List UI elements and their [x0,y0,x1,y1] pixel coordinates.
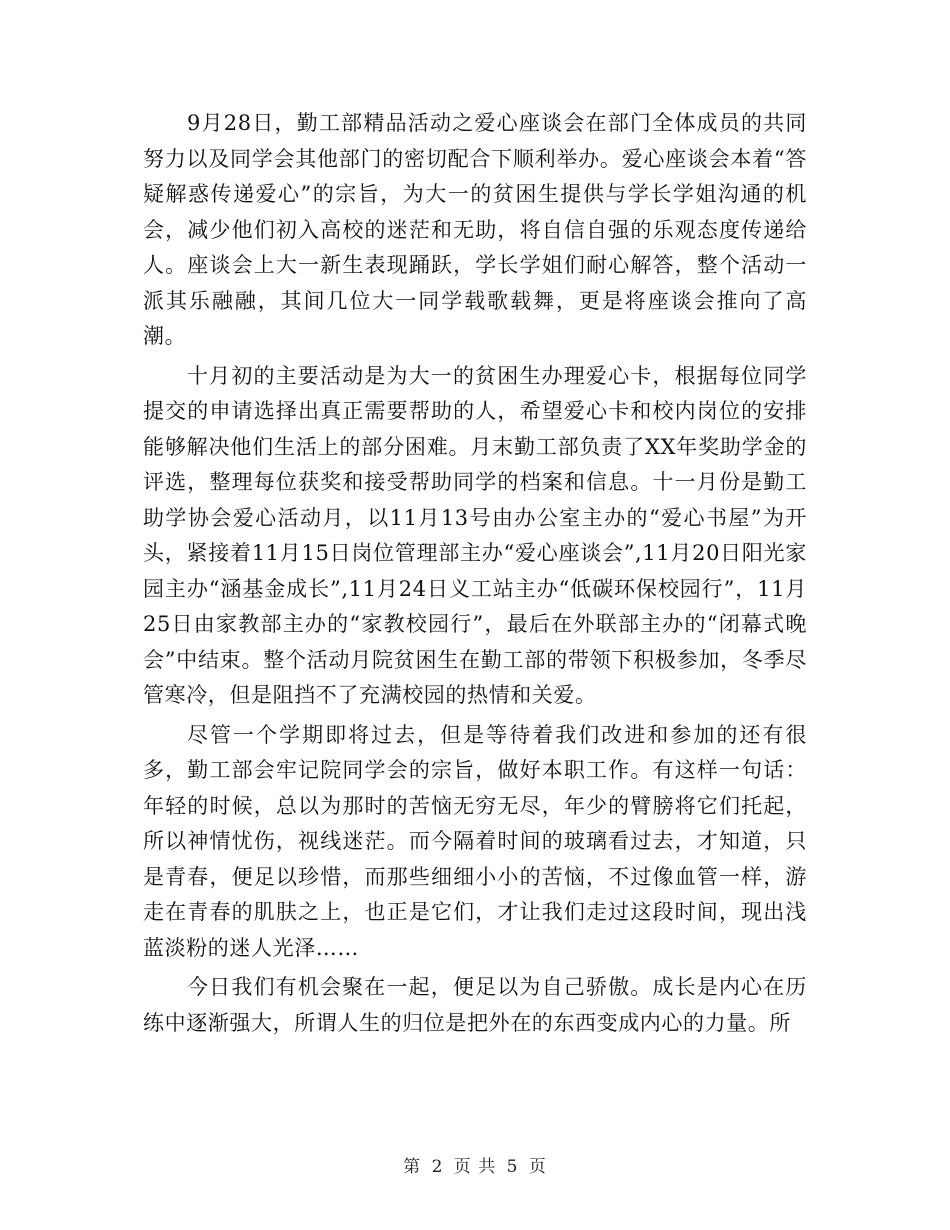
footer-suffix: 页 [528,1157,547,1177]
footer-total-pages: 5 [506,1157,519,1177]
paragraph-1: 9月28日，勤工部精品活动之爱心座谈会在部门全体成员的共同努力以及同学会其他部门的密切配合下顺利举办。爱心座谈会本着“答疑解惑传递爱心”的宗旨，为大一的贫困生提供与学长学姐沟通的机会，减少他们初入高校的迷茫和无助，将自信自强的乐观态度传递给人。座谈会上大一新生表现踊跃，学长学姐们耐心解答，整个活动一派其乐融融，其间几位大一同学载歌载舞，更是将座谈会推向了高潮。 [143,111,807,348]
paragraph-4: 今日我们有机会聚在一起，便足以为自己骄傲。成长是内心在历练中逐渐强大，所谓人生的归位是把外在的东西变成内心的力量。所 [143,975,807,1035]
paragraph-3: 尽管一个学期即将过去，但是等待着我们改进和参加的还有很多，勤工部会牢记院同学会的宗旨，做好本职工作。有这样一句话：年轻的时候，总以为那时的苦恼无穷无尽，年少的臂膀将它们托起，所以神情忧伤，视线迷茫。而今隔着时间的玻璃看过去，才知道，只是青春，便足以珍惜，而那些细细小小的苦恼，不过像血管一样，游走在青春的肌肤之上，也正是它们，才让我们走过这段时间，现出浅蓝淡粉的迷人光泽…… [143,722,807,960]
page-footer [0,1152,950,1177]
document-body [143,106,807,1045]
paragraph-2: 十月初的主要活动是为大一的贫困生办理爱心卡，根据每位同学提交的申请选择出真正需要帮助的人，希望爱心卡和校内岗位的安排能够解决他们生活上的部分困难。月末勤工部负责了XX年奖助学金的评选，整理每位获奖和接受帮助同学的档案和信息。十一月份是勤工助学协会爱心活动月，以11月13号由办公室主办的“爱心书屋”为开头，紧接着11月15日岗位管理部主办“爱心座谈会”,11月20日阳光家园主办“涵基金成长”,11月24日义工站主办“低碳环保校园行”，11月25日由家教部主办的“家教校园行”，最后在外联部主办的“闭幕式晚会”中结束。整个活动月院贫困生在勤工部的带领下积极参加，冬季尽管寒冷，但是阻挡不了充满校园的热情和关爱。 [143,363,807,707]
footer-page-number: 2 [431,1157,444,1177]
footer-prefix: 第 [403,1157,422,1177]
footer-middle: 页 共 [453,1157,497,1177]
